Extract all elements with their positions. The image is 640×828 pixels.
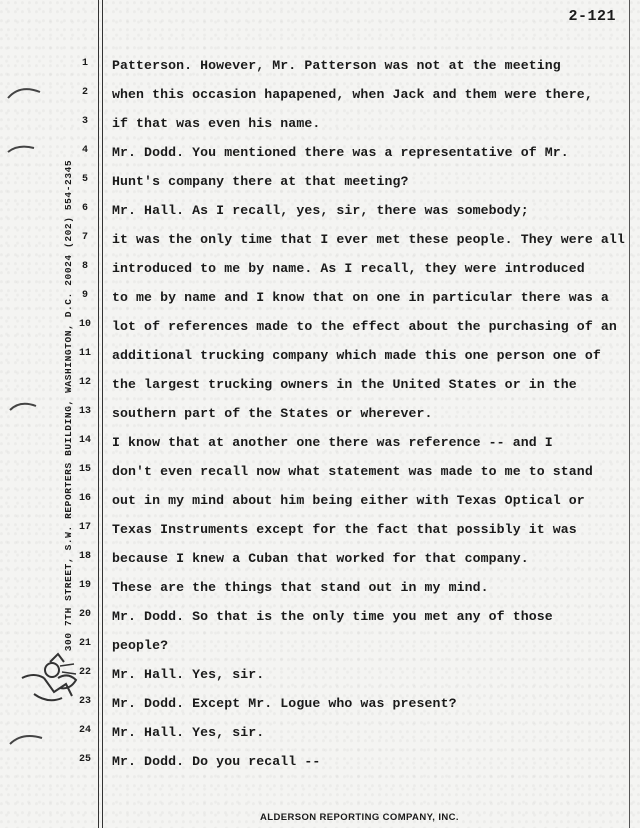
transcript-line: Mr. Hall. As I recall, yes, sir, there was somebody;: [112, 203, 529, 218]
line-number: 19: [78, 580, 91, 591]
line-number: 10: [78, 319, 91, 330]
line-number: 11: [78, 348, 91, 359]
line-number: 3: [81, 116, 88, 127]
line-number: 22: [78, 667, 91, 678]
line-number: 1: [81, 58, 88, 69]
punch-mark-middle-icon: [6, 142, 36, 156]
transcript-line: lot of references made to the effect about the purchasing of an: [112, 319, 617, 334]
transcript-line: Mr. Dodd. Do you recall --: [112, 754, 321, 769]
transcript-line: Mr. Dodd. You mentioned there was a representative of Mr.: [112, 145, 569, 160]
line-number: 6: [81, 203, 88, 214]
transcript-line: additional trucking company which made this one person one of: [112, 348, 601, 363]
transcript-line: I know that at another one there was reference -- and I: [112, 435, 553, 450]
transcript-line: Texas Instruments except for the fact that possibly it was: [112, 522, 577, 537]
line-number: 25: [78, 754, 91, 765]
transcript-line: Mr. Hall. Yes, sir.: [112, 667, 265, 682]
transcript-line: out in my mind about him being either with Texas Optical or: [112, 493, 585, 508]
reporter-address-text: 300 7TH STREET, S.W. REPORTERS BUILDING, WASHINGTON, D.C. 20024 (202) 554-2345: [63, 159, 75, 651]
reporter-address: [62, 159, 76, 651]
transcript-line: it was the only time that I ever met these people. They were all: [112, 232, 625, 247]
line-number: 5: [81, 174, 88, 185]
reporting-company-footer: ALDERSON REPORTING COMPANY, INC.: [260, 812, 459, 823]
line-number: 20: [78, 609, 91, 620]
line-number: 13: [78, 406, 91, 417]
transcript-line: Mr. Hall. Yes, sir.: [112, 725, 265, 740]
page-number: 2-121: [568, 8, 616, 25]
line-number: 14: [78, 435, 91, 446]
transcript-line: don't even recall now what statement was made to me to stand: [112, 464, 593, 479]
line-number: 7: [81, 232, 88, 243]
transcript-line: people?: [112, 638, 169, 653]
transcript-line: Mr. Dodd. So that is the only time you met any of those: [112, 609, 553, 624]
left-margin-rule: [98, 0, 103, 828]
transcript-line: southern part of the States or wherever.: [112, 406, 433, 421]
line-number: 8: [81, 261, 88, 272]
line-number: 24: [78, 725, 91, 736]
transcript-line: to me by name and I know that on one in particular there was a: [112, 290, 609, 305]
company-seal-icon: [14, 648, 84, 708]
line-number: 21: [78, 638, 91, 649]
transcript-line: because I knew a Cuban that worked for that company.: [112, 551, 529, 566]
transcript-line: These are the things that stand out in my mind.: [112, 580, 489, 595]
transcript-line: Patterson. However, Mr. Patterson was not at the meeting: [112, 58, 561, 73]
transcript-line: if that was even his name.: [112, 116, 321, 131]
punch-mark-top-icon: [6, 80, 42, 102]
line-number: 18: [78, 551, 91, 562]
line-number: 17: [78, 522, 91, 533]
punch-mark-lower-icon: [8, 398, 38, 414]
line-number: 4: [81, 145, 88, 156]
line-number: 9: [81, 290, 88, 301]
punch-mark-bottom-icon: [8, 728, 44, 748]
transcript-line: introduced to me by name. As I recall, they were introduced: [112, 261, 585, 276]
transcript-line: when this occasion hapapened, when Jack and them were there,: [112, 87, 593, 102]
transcript-line: Hunt's company there at that meeting?: [112, 174, 409, 189]
transcript-line: Mr. Dodd. Except Mr. Logue who was present?: [112, 696, 457, 711]
line-number: 23: [78, 696, 91, 707]
line-number: 16: [78, 493, 91, 504]
right-margin-rule: [629, 0, 630, 828]
line-number: 2: [81, 87, 88, 98]
line-number: 12: [78, 377, 91, 388]
transcript-line: the largest trucking owners in the United States or in the: [112, 377, 577, 392]
line-number: 15: [78, 464, 91, 475]
